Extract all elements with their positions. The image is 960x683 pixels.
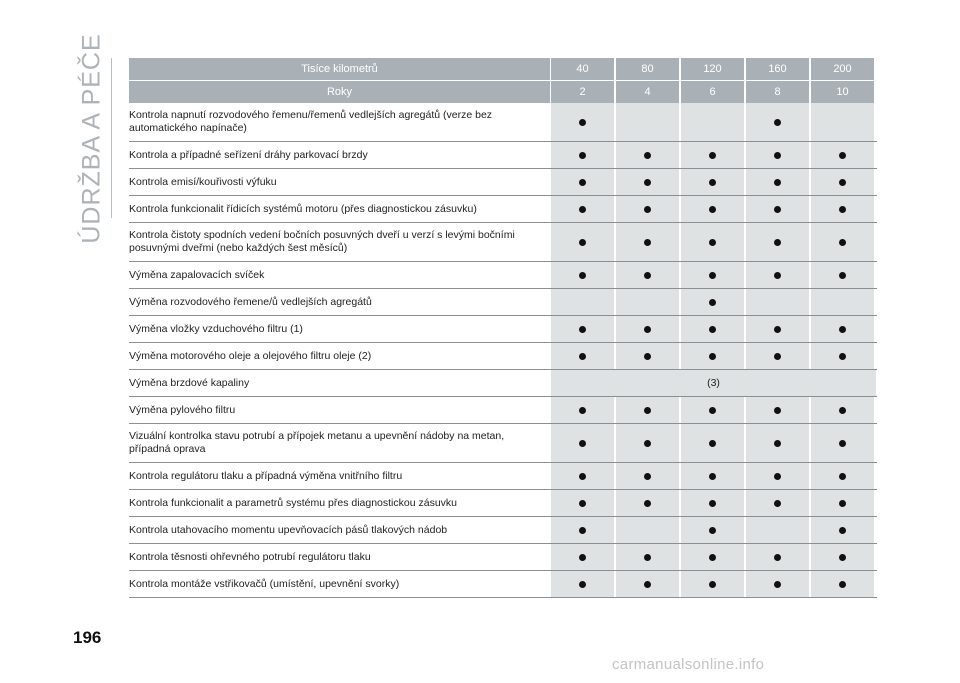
interval-cell [616,289,679,315]
interval-cell [551,397,614,423]
scheduled-dot-icon [709,326,716,333]
interval-cell [746,397,809,423]
scheduled-dot-icon [644,581,651,588]
table-row [129,289,877,316]
interval-cell [616,316,679,342]
scheduled-dot-icon [579,119,586,126]
interval-cell [811,142,874,168]
scheduled-dot-icon [579,353,586,360]
scheduled-dot-icon [709,554,716,561]
interval-cell [746,343,809,369]
interval-cell [811,397,874,423]
interval-cell [551,424,614,462]
scheduled-dot-icon [579,440,586,447]
interval-cell [551,103,614,141]
scheduled-dot-icon [774,440,781,447]
scheduled-dot-icon [839,179,846,186]
table-row [129,316,877,343]
scheduled-dot-icon [579,152,586,159]
scheduled-dot-icon [839,272,846,279]
interval-cell [551,463,614,489]
scheduled-dot-icon [774,500,781,507]
interval-cell [681,262,744,288]
interval-cell [551,223,614,261]
maintenance-table [129,58,877,598]
section-divider [111,58,112,218]
header-km-value: 40 [551,58,614,80]
interval-cell [681,517,744,543]
scheduled-dot-icon [709,299,716,306]
interval-cell [811,343,874,369]
interval-cell [746,571,809,597]
interval-cell [811,262,874,288]
scheduled-dot-icon [709,353,716,360]
scheduled-dot-icon [709,179,716,186]
interval-cell [616,169,679,195]
interval-cell [811,316,874,342]
scheduled-dot-icon [774,239,781,246]
scheduled-dot-icon [644,206,651,213]
scheduled-dot-icon [644,272,651,279]
scheduled-dot-icon [774,473,781,480]
scheduled-dot-icon [709,206,716,213]
interval-cell [616,424,679,462]
interval-cell [616,343,679,369]
interval-cell [616,196,679,222]
interval-cell [681,103,744,141]
interval-cell [811,544,874,570]
scheduled-dot-icon [774,554,781,561]
row-label: Výměna zapalovacích svíček [129,268,265,281]
interval-cell [681,571,744,597]
row-label: Kontrola regulátoru tlaku a případná výměna vnitřního filtru [129,469,403,482]
interval-cell [551,544,614,570]
table-row [129,142,877,169]
section-title: ÚDRŽBA A PÉČE [77,32,106,244]
interval-cell [681,223,744,261]
interval-cell [551,490,614,516]
interval-cell [681,490,744,516]
row-label: Kontrola a případné seřízení dráhy parkovací brzdy [129,148,368,161]
scheduled-dot-icon [709,473,716,480]
interval-cell [681,463,744,489]
scheduled-dot-icon [709,440,716,447]
scheduled-dot-icon [709,272,716,279]
scheduled-dot-icon [839,239,846,246]
scheduled-dot-icon [579,206,586,213]
interval-cell [746,169,809,195]
header-year-value: 8 [746,81,809,103]
header-year-value: 2 [551,81,614,103]
interval-cell [681,316,744,342]
interval-cell [681,196,744,222]
interval-cell [746,289,809,315]
scheduled-dot-icon [644,440,651,447]
interval-cell [811,517,874,543]
scheduled-dot-icon [839,353,846,360]
header-year-value: 10 [811,81,874,103]
scheduled-dot-icon [709,527,716,534]
table-row [129,196,877,223]
scheduled-dot-icon [774,206,781,213]
header-row-years [129,81,877,103]
interval-cell [616,463,679,489]
scheduled-dot-icon [709,581,716,588]
interval-cell [811,223,874,261]
scheduled-dot-icon [839,500,846,507]
scheduled-dot-icon [579,407,586,414]
interval-cell [616,262,679,288]
table-row [129,262,877,289]
header-year-value: 4 [616,81,679,103]
scheduled-dot-icon [579,473,586,480]
interval-cell [551,169,614,195]
interval-cell [616,103,679,141]
interval-cell [551,196,614,222]
section-title-vertical [72,32,112,244]
table-row [129,370,877,397]
scheduled-dot-icon [709,239,716,246]
row-label: Kontrola čistoty spodních vedení bočních posuvných dveří u verzí s levými bočními posuvnými dveřmi (nebo každých šest měsíců) [129,229,515,254]
interval-cell [811,289,874,315]
scheduled-dot-icon [774,152,781,159]
scheduled-dot-icon [839,527,846,534]
interval-cell [746,463,809,489]
table-row [129,397,877,424]
interval-cell [551,316,614,342]
scheduled-dot-icon [644,407,651,414]
scheduled-dot-icon [644,473,651,480]
interval-cell [746,544,809,570]
header-km-label: Tisíce kilometrů [129,58,550,80]
header-year-value: 6 [681,81,744,103]
scheduled-dot-icon [839,152,846,159]
scheduled-dot-icon [579,554,586,561]
header-km-value: 160 [746,58,809,80]
row-label: Kontrola funkcionalit a parametrů systému přes diagnostickou zásuvku [129,496,458,509]
scheduled-dot-icon [839,554,846,561]
scheduled-dot-icon [774,326,781,333]
scheduled-dot-icon [644,239,651,246]
scheduled-dot-icon [644,179,651,186]
header-km-value: 120 [681,58,744,80]
row-label: Vizuální kontrolka stavu potrubí a přípojek metanu a upevnění nádoby na metan, případná oprava [129,430,505,455]
scheduled-dot-icon [644,353,651,360]
scheduled-dot-icon [579,500,586,507]
table-row [129,103,877,142]
scheduled-dot-icon [579,239,586,246]
table-row [129,169,877,196]
interval-cell [681,142,744,168]
row-label: Výměna motorového oleje a olejového filtru oleje (2) [129,349,372,362]
interval-cell [746,103,809,141]
interval-cell [681,289,744,315]
interval-cell [681,169,744,195]
interval-cell [616,571,679,597]
interval-cell [551,571,614,597]
interval-cell [616,544,679,570]
scheduled-dot-icon [839,473,846,480]
interval-cell [681,544,744,570]
scheduled-dot-icon [579,272,586,279]
table-row [129,424,877,463]
row-label: Kontrola emisí/kouřivosti výfuku [129,175,277,188]
header-km-value: 200 [811,58,874,80]
header-row-km [129,58,877,80]
scheduled-dot-icon [644,326,651,333]
page-number: 196 [73,628,102,647]
scheduled-dot-icon [774,581,781,588]
row-label: Výměna brzdové kapaliny [129,376,250,389]
row-label: Kontrola funkcionalit řídicích systémů motoru (přes diagnostickou zásuvku) [129,202,477,215]
interval-cell [811,169,874,195]
scheduled-dot-icon [839,206,846,213]
row-label: Výměna rozvodového řemene/ů vedlejších agregátů [129,295,372,308]
scheduled-dot-icon [839,326,846,333]
interval-cell [746,142,809,168]
table-row [129,223,877,262]
table-body [129,103,877,598]
scheduled-dot-icon [839,440,846,447]
interval-cell [811,103,874,141]
table-row [129,343,877,370]
interval-cell [746,517,809,543]
table-row [129,517,877,544]
table-row [129,544,877,571]
scheduled-dot-icon [774,272,781,279]
row-label: Kontrola montáže vstřikovačů (umístění, upevnění svorky) [129,577,400,590]
interval-cell [551,262,614,288]
interval-cell [681,343,744,369]
scheduled-dot-icon [709,407,716,414]
scheduled-dot-icon [579,527,586,534]
scheduled-dot-icon [644,500,651,507]
table-row [129,490,877,517]
row-label: Výměna vložky vzduchového filtru (1) [129,322,303,335]
table-row [129,571,877,598]
interval-cell [811,490,874,516]
interval-cell [616,142,679,168]
interval-cell [746,490,809,516]
scheduled-dot-icon [709,500,716,507]
scheduled-dot-icon [579,326,586,333]
table-row [129,463,877,490]
interval-cell [811,424,874,462]
interval-cell [746,424,809,462]
interval-cell [551,142,614,168]
scheduled-dot-icon [839,407,846,414]
scheduled-dot-icon [774,119,781,126]
scheduled-dot-icon [774,179,781,186]
watermark: carmanualsonline.info [612,656,765,673]
scheduled-dot-icon [709,152,716,159]
scheduled-dot-icon [774,353,781,360]
interval-cell [746,223,809,261]
interval-cell [616,397,679,423]
interval-cell [551,517,614,543]
interval-cell [746,196,809,222]
interval-cell [811,571,874,597]
interval-cell [811,196,874,222]
interval-cell [681,397,744,423]
scheduled-dot-icon [644,152,651,159]
interval-cell [811,463,874,489]
row-span-note: (3) [551,370,876,396]
scheduled-dot-icon [579,581,586,588]
interval-cell [551,343,614,369]
interval-cell [746,262,809,288]
scheduled-dot-icon [644,554,651,561]
interval-cell [746,316,809,342]
row-label: Kontrola těsnosti ohřevného potrubí regulátoru tlaku [129,550,371,563]
interval-cell [616,517,679,543]
interval-cell [551,289,614,315]
scheduled-dot-icon [839,581,846,588]
header-years-label: Roky [129,81,550,103]
row-label: Výměna pylového filtru [129,403,236,416]
scheduled-dot-icon [774,407,781,414]
interval-cell [681,424,744,462]
scheduled-dot-icon [579,179,586,186]
interval-cell [616,490,679,516]
interval-cell [616,223,679,261]
row-label: Kontrola utahovacího momentu upevňovacích pásů tlakových nádob [129,523,448,536]
row-label: Kontrola napnutí rozvodového řemenu/řemenů vedlejších agregátů (verze bez automatického napínače) [129,109,493,134]
header-km-value: 80 [616,58,679,80]
